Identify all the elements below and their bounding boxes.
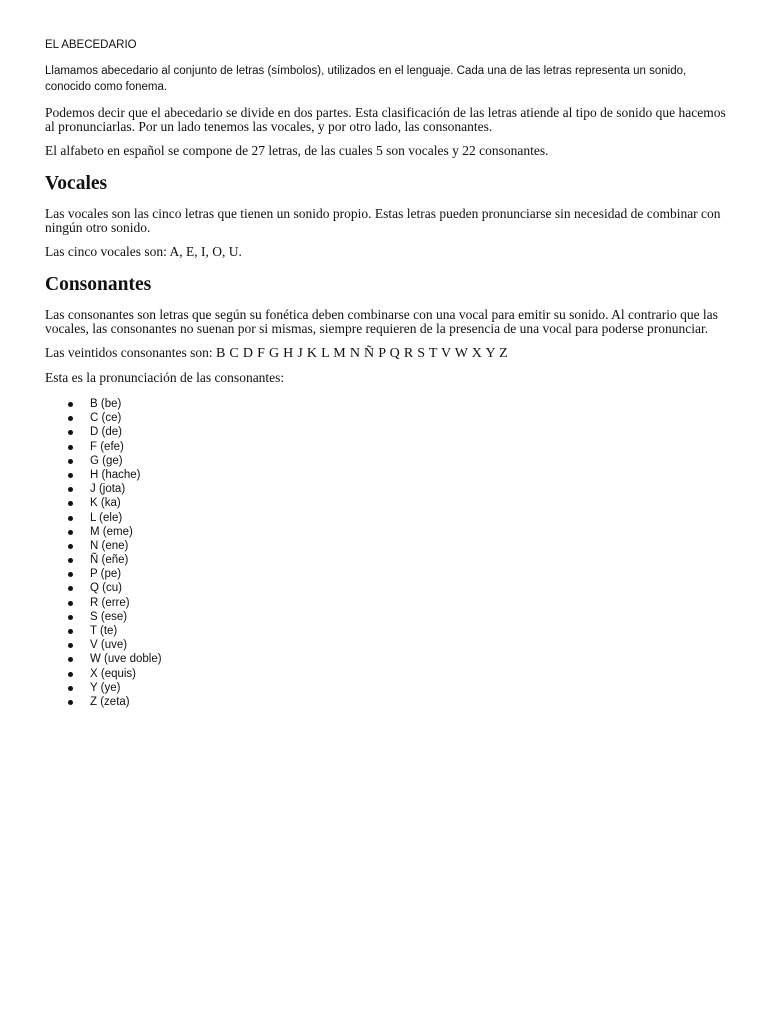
consonants-heading: Consonantes [45,274,152,295]
list-item-text: V (uve) [90,639,128,652]
bullet-icon [68,629,73,634]
bullet-icon [68,516,73,521]
list-item [45,624,735,638]
bullet-icon [68,430,73,435]
bullet-icon [68,459,73,464]
list-item [45,397,735,411]
list-item-text: D (de) [90,426,122,439]
list-item [45,681,735,695]
list-item-text: B (be) [90,398,122,410]
list-item-text: Y (ye) [90,681,121,694]
list-item-text: W (uve doble) [90,653,162,666]
list-item-text: T (te) [90,625,118,637]
bullet-icon [68,601,73,606]
list-item-text: Ñ (eñe) [90,554,129,567]
bullet-icon [68,445,73,450]
bullet-icon [68,643,73,648]
list-item [45,454,735,468]
list-item-text: X (equis) [90,667,137,680]
bullet-icon [68,501,73,506]
bullet-icon [68,586,73,591]
list-item [45,567,735,581]
bullet-icon [68,402,73,407]
pronunciation-intro: Esta es la pronunciación de las consonantes: [45,370,285,385]
bullet-icon [68,686,73,691]
bullet-icon [68,544,73,549]
bullet-icon [68,572,73,577]
consonants-list-paragraph [45,346,735,361]
list-item-text: H (hache) [90,468,141,481]
division-paragraph: Podemos decir que el abecedario se divide en dos partes. Esta clasificación de las letras atiende al tipo de sonido que hacemos al pronunciarlas. Por un lado tenemos las vocales, y por otro lado, las consonantes. [45,105,726,134]
list-item [45,539,735,553]
bullet-icon [68,672,73,677]
list-item-text: J (jota) [90,483,126,496]
list-item-text: C (ce) [90,412,122,425]
list-item-text: L (ele) [90,511,123,524]
list-item [45,496,735,510]
document-title: EL ABECEDARIO [45,39,137,51]
list-item [45,667,735,681]
list-item [45,553,735,567]
bullet-icon [68,416,73,421]
list-item-text: M (eme) [90,525,133,538]
vowels-paragraph: Las vocales son las cinco letras que tienen un sonido propio. Estas letras pueden pronunciarse sin necesidad de combinar con ningún otro sonido. [45,206,721,235]
list-item [45,440,735,454]
vowels-heading: Vocales [45,173,108,194]
document-page [45,37,735,709]
pronunciation-list [45,397,735,709]
bullet-icon [68,615,73,620]
list-item [45,525,735,539]
list-item [45,425,735,439]
list-item [45,581,735,595]
list-item-text: K (ka) [90,497,121,510]
consonants-list-prefix: Las veintidos consonantes son: [45,345,213,360]
list-item [45,511,735,525]
bullet-icon [68,700,73,705]
list-item [45,482,735,496]
list-item-text: Q (cu) [90,582,122,595]
list-item [45,638,735,652]
list-item [45,468,735,482]
bullet-icon [68,487,73,492]
list-item [45,610,735,624]
list-item [45,695,735,709]
list-item-text: Z (zeta) [90,695,130,708]
bullet-icon [68,558,73,563]
list-item-text: F (efe) [90,440,124,453]
list-item [45,411,735,425]
alphabet-paragraph: El alfabeto en español se compone de 27 letras, de las cuales 5 son vocales y 22 consonantes. [45,143,549,158]
bullet-icon [68,657,73,662]
bullet-icon [68,473,73,478]
vowels-list-paragraph: Las cinco vocales son: A, E, I, O, U. [45,244,242,259]
consonants-paragraph: Las consonantes son letras que según su fonética deben combinarse con una vocal para emitir su sonido. Al contrario que las vocales, las consonantes no suenan por si mismas, siempre requieren de la presencia de una vocal para poderse pronunciar. [45,307,718,336]
list-item [45,652,735,666]
list-item [45,596,735,610]
list-item-text: G (ge) [90,454,123,467]
consonants-letters: B C D F G H J K L M N Ñ P Q R S T V W X Y Z [215,346,509,361]
list-item-text: R (erre) [90,596,130,609]
list-item-text: N (ene) [90,539,129,552]
bullet-icon [68,530,73,535]
list-item-text: S (ese) [90,610,128,623]
list-item-text: P (pe) [90,568,122,581]
intro-paragraph: Llamamos abecedario al conjunto de letras (símbolos), utilizados en el lenguaje. Cada una de las letras representa un sonido, conocido como fonema. [45,65,687,93]
